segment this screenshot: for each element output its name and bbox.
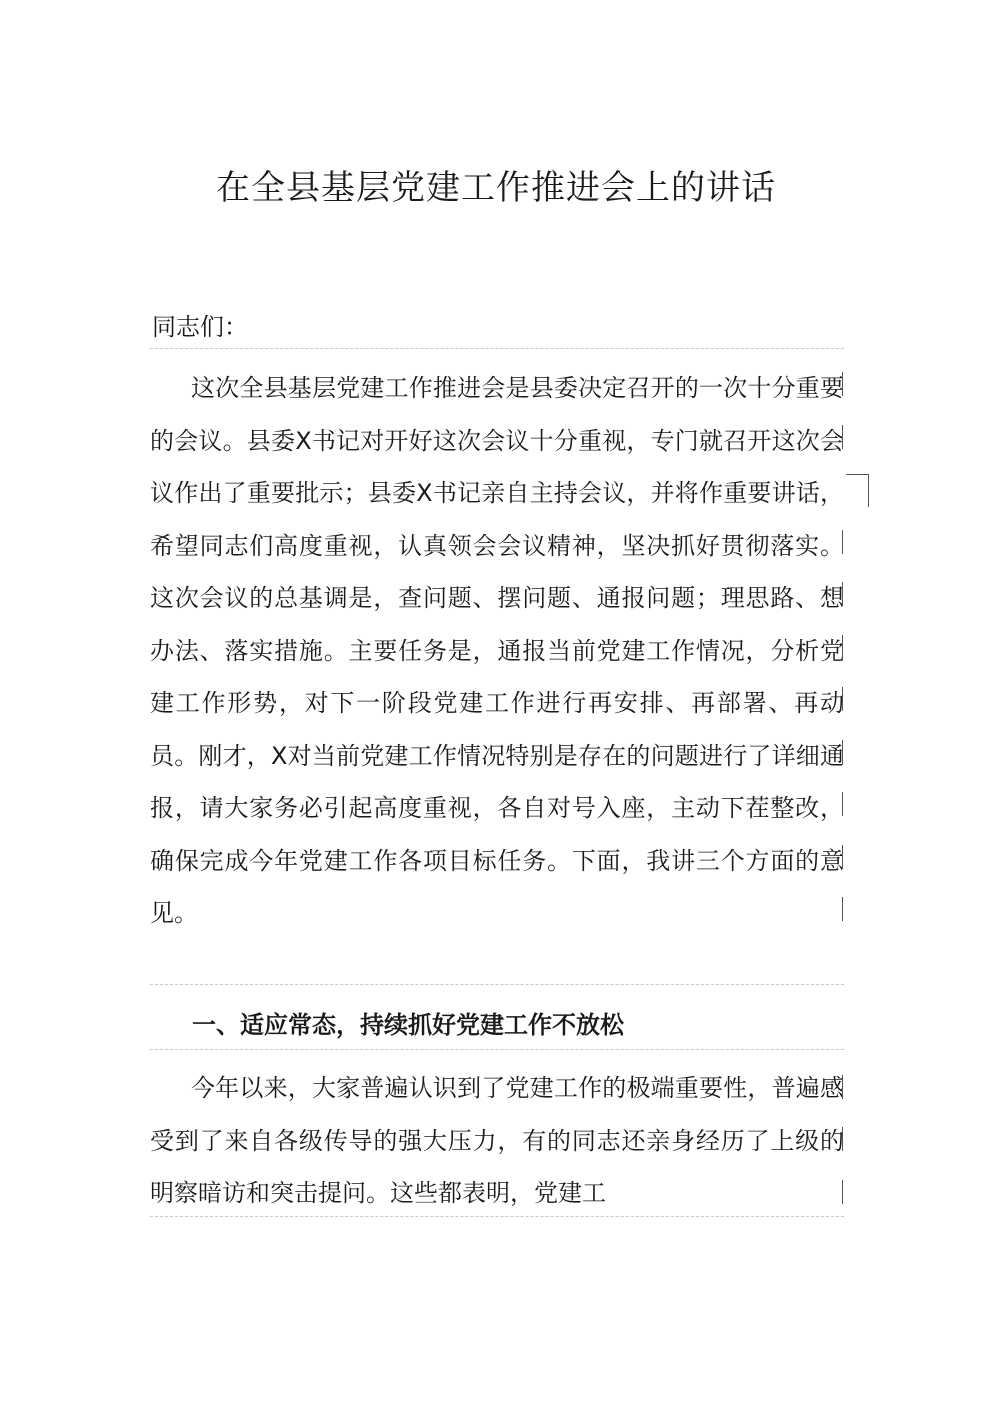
margin-mark [842,687,843,711]
paragraph-intro: 这次全县基层党建工作推进会是县委决定召开的一次十分重要的会议。县委X书记对开好这次会议十分重视，专门就召开这次会议作出了重要批示；县委X书记亲自主持会议，并将作重要讲话，希望同志们高度重视，认真领会会议精神，坚决抓好贯彻落实。这次会议的总基调是，查问题、摆问题、通报问题；理思路、想办法、落实措施。主要任务是，通报当前党建工作情况，分析党建工作形势，对下一阶段党建工作进行再安排、再部署、再动员。刚才，X对当前党建工作情况特别是存在的问题进行了详细通报，请大家务必引起高度重视，各自对号入座，主动下茬整改，确保完成今年党建工作各项目标任务。下面，我讲三个方面的意见。 [150,374,844,927]
margin-mark [842,845,843,869]
margin-mark [842,740,843,764]
margin-mark [842,1075,843,1099]
margin-mark [842,530,843,554]
paragraph-divider [150,984,844,985]
margin-mark [842,582,843,606]
margin-mark [842,635,843,659]
margin-mark [842,792,843,816]
margin-mark [842,1127,843,1151]
section-heading: 一、适应常态，持续抓好党建工作不放松 [192,1011,624,1039]
margin-mark [842,372,843,396]
margin-mark [842,897,843,921]
margin-mark [842,1180,843,1204]
paragraph-body: 今年以来，大家普遍认识到了党建工作的极端重要性，普遍感受到了来自各级传导的强大压力，有的同志还亲身经历了上级的明察暗访和突击提问。这些都表明，党建工 [150,1074,844,1207]
document-title: 在全县基层党建工作推进会上的讲话 [216,168,776,208]
margin-mark [846,474,869,507]
salutation: 同志们： [152,313,248,341]
paragraph-divider [150,1216,844,1217]
paragraph-divider [150,348,844,349]
paragraph-divider [150,1049,844,1050]
margin-mark [842,425,843,449]
